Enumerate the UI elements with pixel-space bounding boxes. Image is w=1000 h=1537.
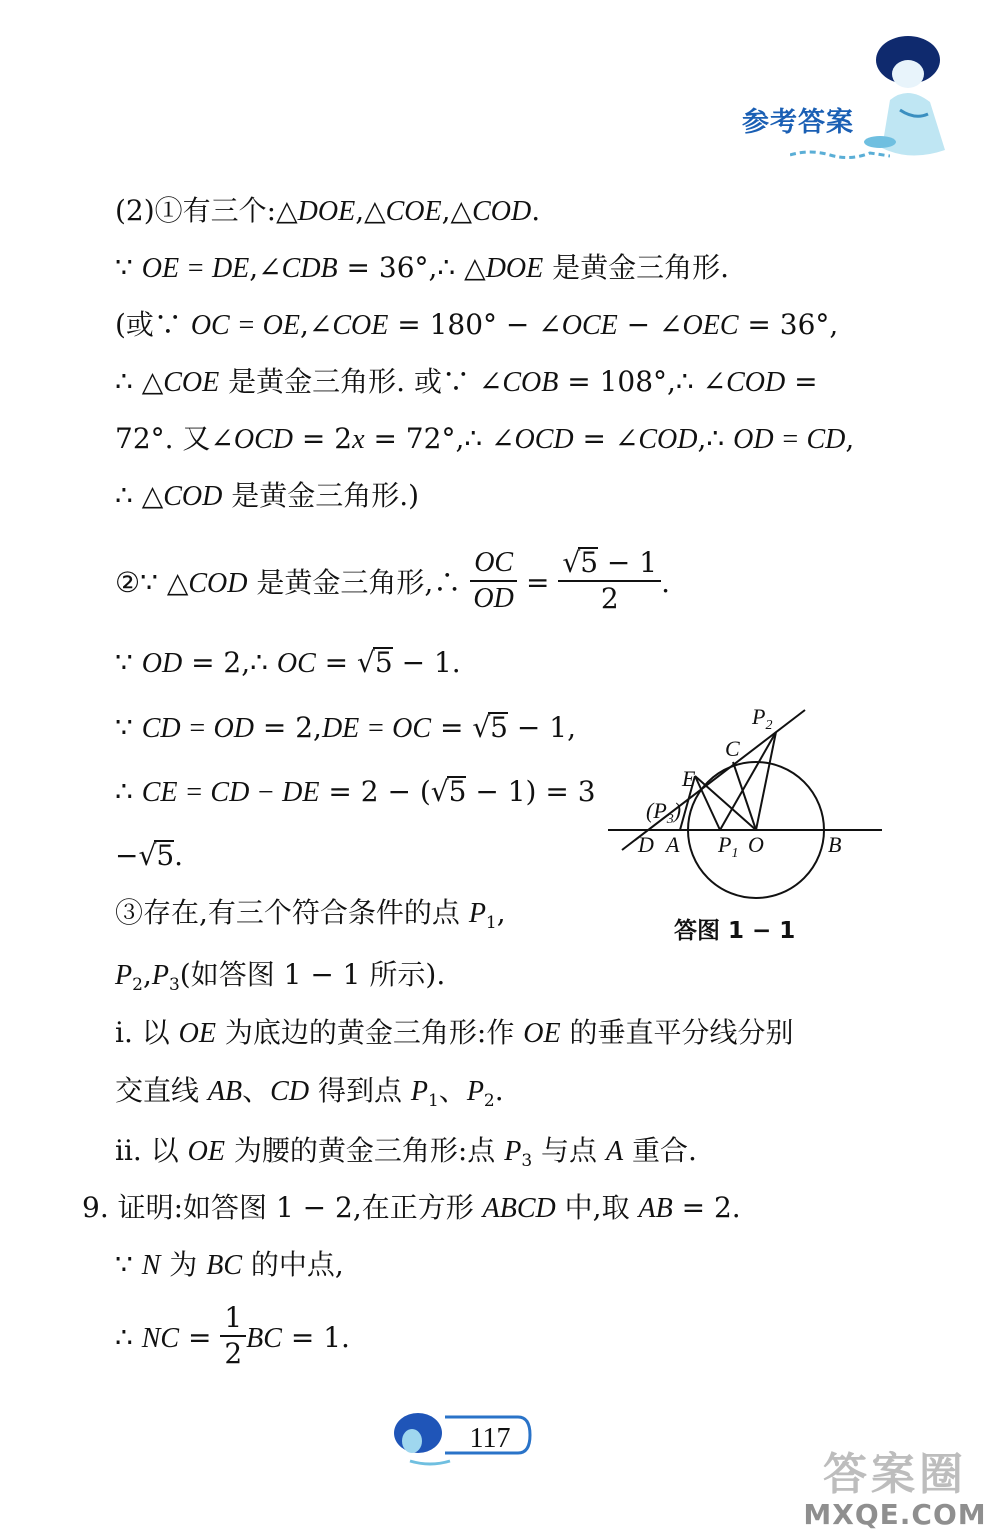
text-line-13: $P_2,P_3$(如答图 1 − 1 所示). xyxy=(115,958,446,995)
text-line-7: ②∵ △COD 是黄金三角形,∴ $\frac{OC}{OD}$ = $\frac{√5 - 1}{2}$ . xyxy=(115,545,671,615)
page-number: 117 xyxy=(469,1423,511,1454)
label-p2: $P_2$ xyxy=(752,704,773,733)
figure-caption: 答图 1 − 1 xyxy=(674,918,796,944)
label-p3: $(P_3)$ xyxy=(646,798,682,827)
geometry-figure xyxy=(600,700,890,930)
text-line-9: ∵ CD = OD = 2,DE = OC = √5 − 1, xyxy=(115,711,576,744)
label-c: C xyxy=(725,736,740,761)
label-p1: $P_1$ xyxy=(718,832,739,861)
text-line-14: ⅰ. 以 OE 为底边的黄金三角形:作 OE 的垂直平分线分别 xyxy=(115,1016,794,1049)
label-b: B xyxy=(828,832,842,857)
text-line-1: (2)①有三个:△DOE,△COE,△COD. xyxy=(115,194,541,227)
fraction-one-half: $\frac{1}{2}$ xyxy=(220,1301,246,1371)
label-a: A xyxy=(666,832,680,857)
text-line-11: −√5. xyxy=(115,839,184,872)
watermark-url: MXQE.COM xyxy=(803,1498,987,1531)
header-decoration xyxy=(790,146,890,160)
header-title: 参考答案 xyxy=(742,107,854,138)
text-line-18: ∵ N 为 BC 的中点, xyxy=(115,1248,344,1281)
text-line-3: (或∵ OC = OE,∠COE = 180° − ∠OCE − ∠OEC = 36°, xyxy=(115,308,839,341)
fraction-golden-ratio: $\frac{√5 - 1}{2}$ xyxy=(558,546,661,616)
text-line-10: ∴ CE = CD − DE = 2 − (√5 − 1) = 3 xyxy=(115,775,596,808)
text-line-5: 72°. 又∠OCD = 2x = 72°,∴ ∠OCD = ∠COD,∴ OD = CD, xyxy=(115,422,855,455)
label-e: E xyxy=(682,766,696,791)
header-mascot-illustration xyxy=(860,30,980,165)
text-line-4: ∴ △COE 是黄金三角形. 或∵ ∠COB = 108°,∴ ∠COD = xyxy=(115,365,818,398)
text-line-8: ∵ OD = 2,∴ OC = √5 − 1. xyxy=(115,646,461,679)
label-d: D xyxy=(638,832,654,857)
watermark-title: 答案圈 xyxy=(823,1449,967,1500)
text-line-17: 9. 证明:如答图 1 − 2,在正方形 ABCD 中,取 AB = 2. xyxy=(82,1191,741,1224)
fraction-oc-od: $\frac{OC}{OD}$ xyxy=(470,546,517,616)
text-line-12: ③存在,有三个符合条件的点 $P_1$, xyxy=(115,896,506,933)
text-line-16: ⅱ. 以 OE 为腰的黄金三角形:点 $P_3$ 与点 A 重合. xyxy=(115,1134,697,1171)
segment-p2-o xyxy=(756,732,776,830)
text-line-19: ∴ NC = $\frac{1}{2}$ BC = 1. xyxy=(115,1300,350,1370)
text-line-2: ∵ OE = DE,∠CDB = 36°,∴ △DOE 是黄金三角形. xyxy=(115,251,730,284)
text-line-15: 交直线 AB、CD 得到点 $P_1$、$P_2$. xyxy=(115,1074,504,1111)
text-line-6: ∴ △COD 是黄金三角形.) xyxy=(115,479,420,512)
watermark-logo xyxy=(800,1450,990,1535)
label-o: O xyxy=(748,832,764,857)
